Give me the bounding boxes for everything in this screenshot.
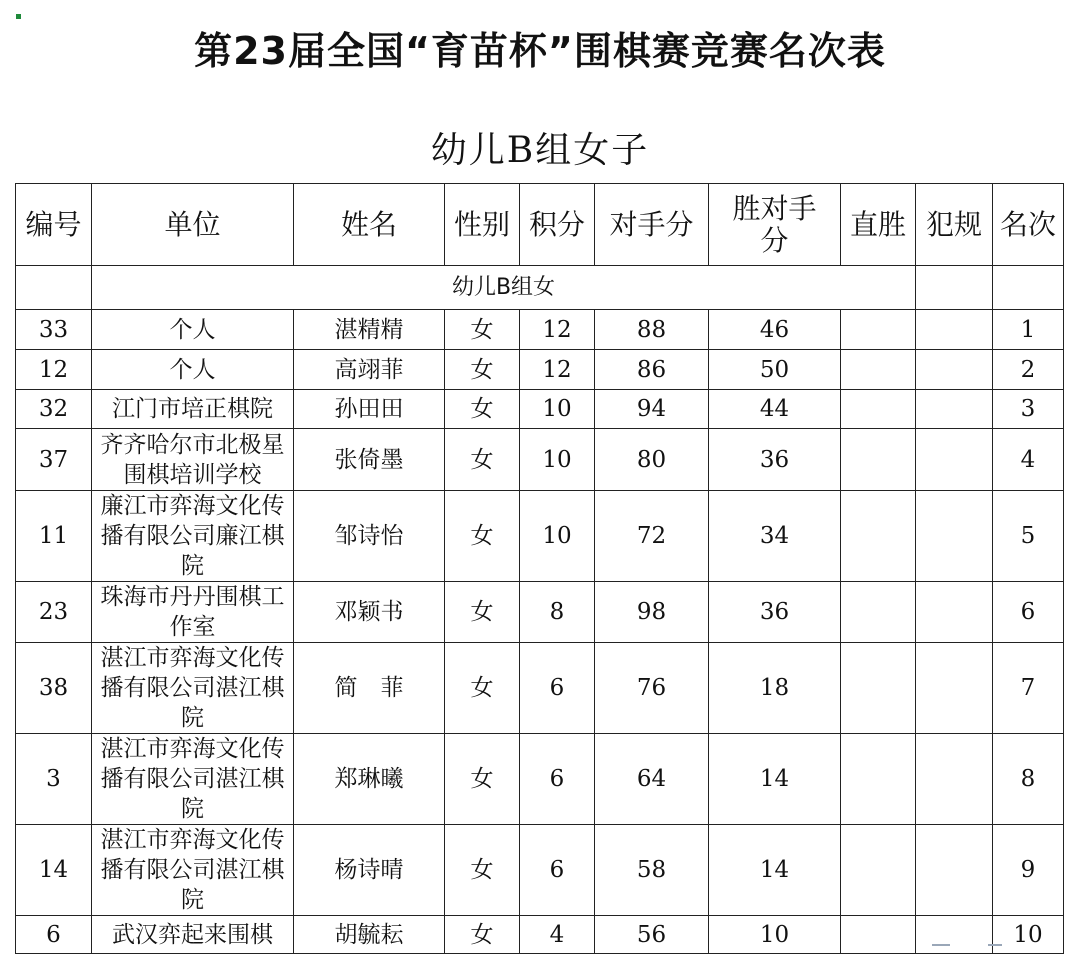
cell-unit: 个人 <box>92 350 294 390</box>
header-score: 积分 <box>520 184 595 266</box>
cell-opp-score: 56 <box>595 916 709 954</box>
cell-unit: 江门市培正棋院 <box>92 390 294 429</box>
cell-name: 张倚墨 <box>294 429 445 491</box>
cell-gender: 女 <box>445 350 520 390</box>
cell-direct-win <box>841 390 916 429</box>
cell-rank: 3 <box>993 390 1064 429</box>
header-id: 编号 <box>16 184 92 266</box>
cell-name: 孙田田 <box>294 390 445 429</box>
cell-score: 12 <box>520 350 595 390</box>
cell-direct-win <box>841 582 916 643</box>
header-name: 姓名 <box>294 184 445 266</box>
cell-direct-win <box>841 429 916 491</box>
cell-unit: 齐齐哈尔市北极星围棋培训学校 <box>92 429 294 491</box>
cell-gender: 女 <box>445 390 520 429</box>
cell-id: 6 <box>16 916 92 954</box>
cell-rank: 10 <box>993 916 1064 954</box>
cell-beaten-opp: 50 <box>709 350 841 390</box>
header-rank: 名次 <box>993 184 1064 266</box>
group-subtitle: 幼儿B组女子 <box>430 130 650 171</box>
cell-score: 10 <box>520 429 595 491</box>
cell-foul <box>916 310 993 350</box>
cell-id: 33 <box>16 310 92 350</box>
cell-foul <box>916 350 993 390</box>
cell-direct-win <box>841 350 916 390</box>
cell-id: 3 <box>16 734 92 825</box>
cell-name: 邹诗怡 <box>294 491 445 582</box>
cell-rank: 5 <box>993 491 1064 582</box>
cell-rank: 4 <box>993 429 1064 491</box>
cell-name: 杨诗晴 <box>294 825 445 916</box>
table-row <box>16 643 1064 734</box>
cell-rank: 1 <box>993 310 1064 350</box>
scan-artifact <box>988 944 1002 946</box>
cell-unit: 个人 <box>92 310 294 350</box>
cell-id: 23 <box>16 582 92 643</box>
cell-rank: 9 <box>993 825 1064 916</box>
cell-foul <box>916 390 993 429</box>
cell-rank: 8 <box>993 734 1064 825</box>
cell-foul <box>916 916 993 954</box>
cell-foul <box>916 429 993 491</box>
cell-foul <box>916 825 993 916</box>
cell-beaten-opp: 36 <box>709 582 841 643</box>
cell-gender: 女 <box>445 491 520 582</box>
cell-score: 8 <box>520 582 595 643</box>
cell-foul <box>916 491 993 582</box>
cell-opp-score: 58 <box>595 825 709 916</box>
cell-opp-score: 64 <box>595 734 709 825</box>
cell-score: 6 <box>520 825 595 916</box>
table-row <box>16 390 1064 429</box>
cell-gender: 女 <box>445 429 520 491</box>
cell-unit: 武汉弈起来围棋 <box>92 916 294 954</box>
cell-gender: 女 <box>445 310 520 350</box>
header-foul: 犯规 <box>916 184 993 266</box>
cell-beaten-opp: 36 <box>709 429 841 491</box>
cell-id: 32 <box>16 390 92 429</box>
table-row <box>16 825 1064 916</box>
table-row <box>16 491 1064 582</box>
cell-gender: 女 <box>445 825 520 916</box>
cell-direct-win <box>841 734 916 825</box>
cell-foul <box>916 582 993 643</box>
table-row <box>16 734 1064 825</box>
cell-name: 邓颖书 <box>294 582 445 643</box>
cell-unit: 湛江市弈海文化传播有限公司湛江棋院 <box>92 734 294 825</box>
cell-beaten-opp: 14 <box>709 825 841 916</box>
cell-opp-score: 72 <box>595 491 709 582</box>
cell-beaten-opp: 44 <box>709 390 841 429</box>
cell-name: 湛精精 <box>294 310 445 350</box>
cell-unit: 珠海市丹丹围棋工作室 <box>92 582 294 643</box>
cell-score: 6 <box>520 734 595 825</box>
cell-id: 11 <box>16 491 92 582</box>
ranking-table <box>15 183 1064 954</box>
group-label: 幼儿B组女 <box>92 266 916 310</box>
group-blank-rank <box>993 266 1064 310</box>
cell-score: 10 <box>520 390 595 429</box>
table-row <box>16 582 1064 643</box>
cell-id: 38 <box>16 643 92 734</box>
corner-mark <box>16 14 21 19</box>
cell-gender: 女 <box>445 916 520 954</box>
cell-direct-win <box>841 310 916 350</box>
cell-gender: 女 <box>445 734 520 825</box>
cell-beaten-opp: 18 <box>709 643 841 734</box>
group-blank-foul <box>916 266 993 310</box>
cell-score: 4 <box>520 916 595 954</box>
cell-name: 高翊菲 <box>294 350 445 390</box>
cell-beaten-opp: 14 <box>709 734 841 825</box>
header-beaten-opp: 胜对手分 <box>709 184 841 266</box>
cell-direct-win <box>841 825 916 916</box>
cell-rank: 2 <box>993 350 1064 390</box>
cell-opp-score: 86 <box>595 350 709 390</box>
cell-beaten-opp: 46 <box>709 310 841 350</box>
cell-rank: 7 <box>993 643 1064 734</box>
cell-opp-score: 98 <box>595 582 709 643</box>
table-row <box>16 429 1064 491</box>
header-row <box>16 184 1064 266</box>
group-row <box>16 266 1064 310</box>
cell-name: 简 菲 <box>294 643 445 734</box>
cell-unit: 廉江市弈海文化传播有限公司廉江棋院 <box>92 491 294 582</box>
cell-name: 胡毓耘 <box>294 916 445 954</box>
table-row <box>16 310 1064 350</box>
cell-direct-win <box>841 491 916 582</box>
cell-score: 6 <box>520 643 595 734</box>
cell-beaten-opp: 10 <box>709 916 841 954</box>
header-unit: 单位 <box>92 184 294 266</box>
cell-id: 14 <box>16 825 92 916</box>
cell-direct-win <box>841 916 916 954</box>
cell-beaten-opp: 34 <box>709 491 841 582</box>
header-direct-win: 直胜 <box>841 184 916 266</box>
page-title: 第23届全国“育苗杯”围棋赛竞赛名次表 <box>194 29 886 73</box>
group-blank-left <box>16 266 92 310</box>
cell-opp-score: 94 <box>595 390 709 429</box>
cell-opp-score: 80 <box>595 429 709 491</box>
table-row <box>16 350 1064 390</box>
cell-unit: 湛江市弈海文化传播有限公司湛江棋院 <box>92 643 294 734</box>
cell-foul <box>916 734 993 825</box>
cell-score: 10 <box>520 491 595 582</box>
cell-opp-score: 88 <box>595 310 709 350</box>
scan-artifact <box>932 944 950 946</box>
header-gender: 性别 <box>445 184 520 266</box>
cell-id: 37 <box>16 429 92 491</box>
cell-direct-win <box>841 643 916 734</box>
cell-gender: 女 <box>445 582 520 643</box>
cell-foul <box>916 643 993 734</box>
cell-name: 郑琳曦 <box>294 734 445 825</box>
cell-opp-score: 76 <box>595 643 709 734</box>
cell-gender: 女 <box>445 643 520 734</box>
cell-unit: 湛江市弈海文化传播有限公司湛江棋院 <box>92 825 294 916</box>
header-opp-score: 对手分 <box>595 184 709 266</box>
cell-id: 12 <box>16 350 92 390</box>
cell-rank: 6 <box>993 582 1064 643</box>
table-row <box>16 916 1064 954</box>
cell-score: 12 <box>520 310 595 350</box>
